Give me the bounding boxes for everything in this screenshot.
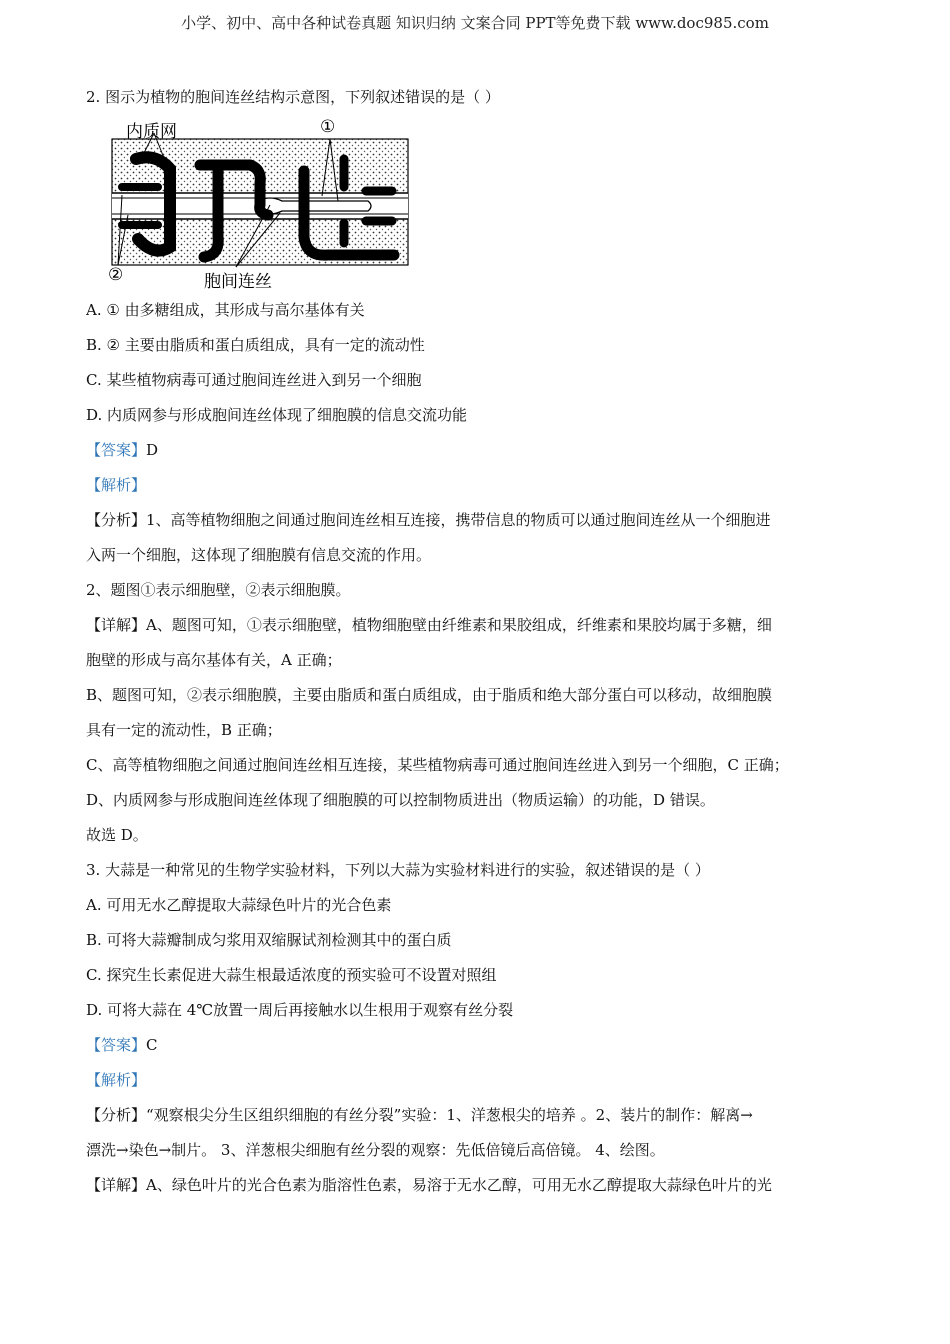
q3-option-a: A. 可用无水乙醇提取大蒜绿色叶片的光合色素 bbox=[86, 896, 392, 914]
q3-stem: 3. 大蒜是一种常见的生物学实验材料，下列以大蒜为实验材料进行的实验，叙述错误的是（ ） bbox=[86, 861, 710, 879]
answer-tag: 【答案】 bbox=[86, 1036, 147, 1054]
q2-option-c: C. 某些植物病毒可通过胞间连丝进入到另一个细胞 bbox=[86, 371, 422, 389]
q2-analysis-line: 【分析】1、高等植物细胞之间通过胞间连丝相互连接，携带信息的物质可以通过胞间连丝从一个细胞进 bbox=[86, 511, 771, 529]
q2-analysis-line: C、高等植物细胞之间通过胞间连丝相互连接，某些植物病毒可通过胞间连丝进入到另一个细胞，C 正确； bbox=[86, 756, 789, 774]
q3-option-c: C. 探究生长素促进大蒜生根最适浓度的预实验可不设置对照组 bbox=[86, 966, 497, 984]
q2-stem: 2. 图示为植物的胞间连丝结构示意图，下列叙述错误的是（ ） bbox=[86, 88, 500, 106]
q2-option-b: B. ② 主要由脂质和蛋白质组成，具有一定的流动性 bbox=[86, 336, 425, 354]
q2-analysis-line: 入两一个细胞，这体现了细胞膜有信息交流的作用。 bbox=[86, 546, 432, 564]
answer-tag: 【答案】 bbox=[86, 441, 147, 459]
q2-analysis-line: 具有一定的流动性，B 正确； bbox=[86, 721, 282, 739]
q2-analysis-line: D、内质网参与形成胞间连丝体现了细胞膜的可以控制物质进出（物质运输）的功能，D 错误。 bbox=[86, 791, 715, 809]
q2-analysis-line: B、题图可知，②表示细胞膜，主要由脂质和蛋白质组成，由于脂质和绝大部分蛋白可以移动，故细胞膜 bbox=[86, 686, 773, 704]
q3-analysis-line: 【分析】“观察根尖分生区组织细胞的有丝分裂”实验：1、洋葱根尖的培养 。2、装片的制作：解离→ bbox=[86, 1106, 753, 1124]
label-1: ① bbox=[320, 117, 336, 137]
q3-analysis-line: 【详解】A、绿色叶片的光合色素为脂溶性色素，易溶于无水乙醇，可用无水乙醇提取大蒜绿色叶片的光 bbox=[86, 1176, 772, 1194]
q2-analysis-line: 故选 D。 bbox=[86, 826, 148, 844]
q2-answer bbox=[86, 433, 866, 468]
q2-option-a: A. ① 由多糖组成，其形成与高尔基体有关 bbox=[86, 301, 365, 319]
q2-analysis-line: 【详解】A、题图可知，①表示细胞壁，植物细胞壁由纤维素和果胶组成，纤维素和果胶均属于多糖，细 bbox=[86, 616, 772, 634]
label-2: ② bbox=[108, 265, 124, 285]
q2-analysis-heading bbox=[86, 468, 866, 503]
analysis-tag: 【解析】 bbox=[86, 476, 147, 494]
label-plasmodesmata: 胞间连丝 bbox=[204, 272, 272, 292]
q3-analysis-line: 漂洗→染色→制片。 3、洋葱根尖细胞有丝分裂的观察：先低倍镜后高倍镜。 4、绘图。 bbox=[86, 1141, 665, 1159]
document-body bbox=[86, 80, 866, 1203]
answer-value: C bbox=[146, 1036, 158, 1054]
plasmodesmata-figure bbox=[108, 117, 418, 292]
analysis-tag: 【解析】 bbox=[86, 1071, 147, 1089]
label-endoplasmic-reticulum: 内质网 bbox=[126, 122, 177, 142]
q3-option-d: D. 可将大蒜在 4℃放置一周后再接触水以生根用于观察有丝分裂 bbox=[86, 1001, 514, 1019]
q2-option-d: D. 内质网参与形成胞间连丝体现了细胞膜的信息交流功能 bbox=[86, 406, 468, 424]
answer-value: D bbox=[146, 441, 159, 459]
page-header: 小学、初中、高中各种试卷真题 知识归纳 文案合同 PPT等免费下载 www.doc985.com bbox=[181, 14, 769, 32]
q2-analysis-line: 2、题图①表示细胞壁，②表示细胞膜。 bbox=[86, 581, 351, 599]
plasmodesmata-diagram bbox=[108, 117, 418, 289]
q3-analysis-heading bbox=[86, 1063, 866, 1098]
q3-answer bbox=[86, 1028, 866, 1063]
q3-option-b: B. 可将大蒜瓣制成匀浆用双缩脲试剂检测其中的蛋白质 bbox=[86, 931, 452, 949]
q2-analysis-line: 胞壁的形成与高尔基体有关，A 正确； bbox=[86, 651, 342, 669]
